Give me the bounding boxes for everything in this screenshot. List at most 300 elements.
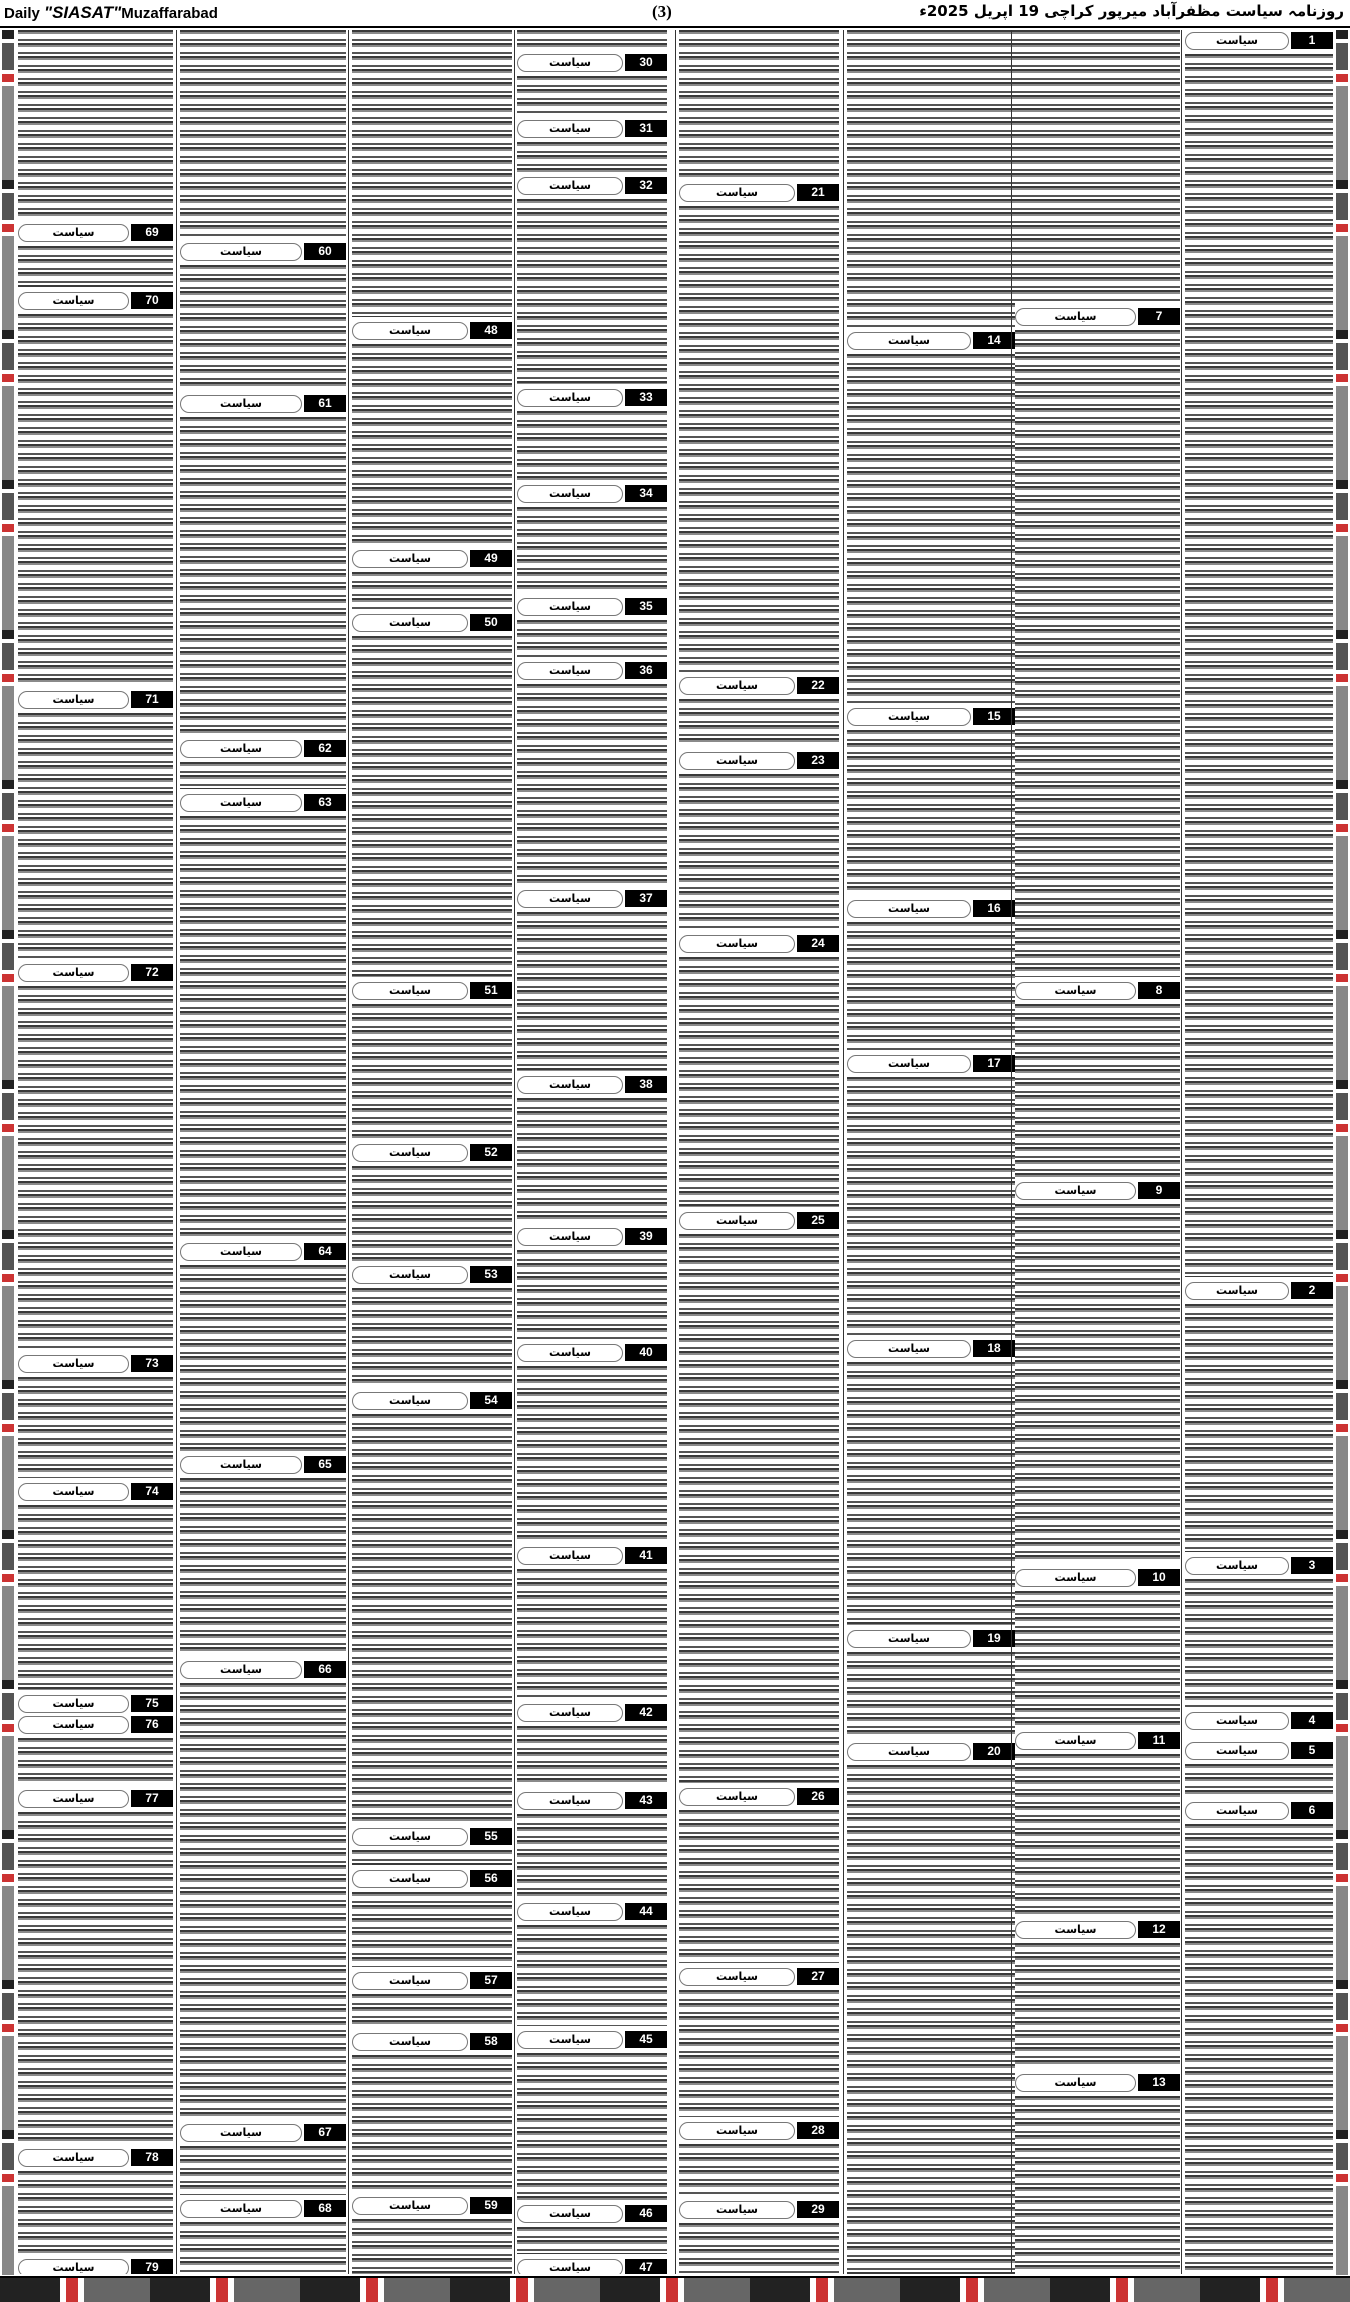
ad-number: 15 [973, 708, 1015, 725]
ad-text-block [352, 1414, 512, 1823]
ad-title-badge: سیاست [517, 485, 623, 503]
ad-text-block [679, 30, 839, 179]
ad-number: 27 [797, 1968, 839, 1985]
masthead-urdu: روزنامہ سیاست مظفرآباد میرپور کراچی 19 اپریل 2025ء [919, 2, 1344, 20]
ad-text-block [352, 344, 512, 545]
ad-text-block [180, 1683, 346, 2119]
ad-text-block [679, 1234, 839, 1783]
ad-header [1185, 30, 1333, 52]
ad-title-badge: سیاست [1185, 1802, 1289, 1820]
ad-header [1185, 1555, 1333, 1577]
ad-header [352, 1868, 512, 1890]
ad-title-badge: سیاست [1015, 1569, 1136, 1587]
ad-title-badge: سیاست [352, 2033, 468, 2051]
ad-text-block [18, 30, 173, 219]
column-rule [843, 30, 844, 2274]
ad-number: 22 [797, 677, 839, 694]
ad-title-badge: سیاست [18, 1695, 129, 1713]
ad-title-badge: سیاست [517, 1792, 623, 1810]
ad-title-badge: سیاست [517, 1076, 623, 1094]
ad-header [18, 962, 173, 984]
left-border-strip [2, 30, 14, 2275]
ad-title-badge: سیاست [517, 1903, 623, 1921]
ad-header [1015, 1730, 1180, 1752]
ad-title-badge: سیاست [517, 2031, 623, 2049]
ad-title-badge: سیاست [847, 332, 971, 350]
ad-number: 46 [625, 2205, 667, 2222]
news-column [679, 30, 839, 2274]
ad-text-block [679, 2144, 839, 2196]
ad-text-block [517, 1925, 667, 2026]
ad-title-badge: سیاست [352, 1828, 468, 1846]
ad-number: 39 [625, 1228, 667, 1245]
ad-text-block [1185, 1824, 1333, 2274]
ad-header [180, 241, 346, 263]
ad-number: 12 [1138, 1921, 1180, 1938]
ad-number: 37 [625, 890, 667, 907]
news-column [352, 30, 512, 2274]
ad-number: 71 [131, 691, 173, 708]
ad-header [517, 387, 667, 409]
ad-header [517, 1702, 667, 1724]
ad-header [517, 2203, 667, 2225]
ad-title-badge: سیاست [517, 177, 623, 195]
ad-header [679, 182, 839, 204]
ad-number: 72 [131, 964, 173, 981]
ad-text-block [18, 2171, 173, 2254]
ad-number: 3 [1291, 1557, 1333, 1574]
ad-text-block [180, 30, 346, 238]
ad-title-badge: سیاست [18, 1790, 129, 1808]
ad-header [352, 980, 512, 1002]
ad-title-badge: سیاست [18, 1483, 129, 1501]
ad-text-block [1015, 1591, 1180, 1727]
ad-title-badge: سیاست [352, 982, 468, 1000]
ad-number: 11 [1138, 1732, 1180, 1749]
ad-text-block [180, 1478, 346, 1656]
ad-header [352, 1970, 512, 1992]
ad-number: 50 [470, 614, 512, 631]
ad-header [1015, 980, 1180, 1002]
ad-number: 19 [973, 1630, 1015, 1647]
paper-label: Daily [4, 5, 40, 22]
page-number: (3) [652, 2, 672, 21]
ad-title-badge: سیاست [1185, 1282, 1289, 1300]
ad-number: 79 [131, 2259, 173, 2274]
ad-number: 5 [1291, 1742, 1333, 1759]
ad-title-badge: سیاست [180, 1661, 302, 1679]
ad-header [1185, 1710, 1333, 1732]
ad-header [352, 612, 512, 634]
ad-title-badge: سیاست [679, 184, 795, 202]
ad-title-badge: سیاست [180, 395, 302, 413]
ad-header [517, 1790, 667, 1812]
ad-title-badge: سیاست [679, 752, 795, 770]
ad-number: 70 [131, 292, 173, 309]
ad-number: 48 [470, 322, 512, 339]
ad-number: 44 [625, 1903, 667, 1920]
ad-number: 23 [797, 752, 839, 769]
ad-header [1015, 1567, 1180, 1589]
ad-text-block [180, 816, 346, 1238]
ad-text-block [1015, 330, 1180, 977]
ad-number: 74 [131, 1483, 173, 1500]
ad-text-block [180, 1265, 346, 1451]
ad-header [517, 660, 667, 682]
column-rule [1181, 30, 1182, 2274]
ad-text-block [180, 265, 346, 390]
ad-text-block [352, 2219, 512, 2274]
ad-text-block [847, 354, 1015, 703]
ad-title-badge: سیاست [517, 2259, 623, 2274]
news-column [517, 30, 667, 2274]
ad-title-badge: سیاست [352, 1972, 468, 1990]
ad-header [679, 750, 839, 772]
ad-header [517, 596, 667, 618]
ad-number: 65 [304, 1456, 346, 1473]
ad-text-block [352, 636, 512, 977]
ad-number: 18 [973, 1340, 1015, 1357]
ad-text-block [1185, 1304, 1333, 1552]
ad-text-block [517, 2227, 667, 2254]
ad-header [352, 548, 512, 570]
ad-number: 17 [973, 1055, 1015, 1072]
ad-number: 68 [304, 2200, 346, 2217]
ad-header [352, 2031, 512, 2053]
ad-header [18, 1714, 173, 1736]
ad-header [352, 1142, 512, 1164]
ad-title-badge: سیاست [517, 598, 623, 616]
ad-header [679, 2199, 839, 2221]
ad-header [352, 2195, 512, 2217]
ad-header [517, 1226, 667, 1248]
ad-title-badge: سیاست [180, 2200, 302, 2218]
ad-header [1015, 1919, 1180, 1941]
ad-header [847, 1628, 1015, 1650]
ad-text-block [679, 1990, 839, 2117]
ad-header [679, 2120, 839, 2142]
ad-number: 78 [131, 2149, 173, 2166]
ad-title-badge: سیاست [352, 2197, 468, 2215]
ad-title-badge: سیاست [1185, 1742, 1289, 1760]
ad-text-block [18, 1377, 173, 1478]
ad-number: 6 [1291, 1802, 1333, 1819]
ad-header [1185, 1280, 1333, 1302]
ad-text-block [847, 730, 1015, 895]
ad-number: 32 [625, 177, 667, 194]
ad-text-block [18, 1812, 173, 2144]
ad-text-block [352, 1850, 512, 1865]
ad-number: 61 [304, 395, 346, 412]
ad-title-badge: سیاست [352, 614, 468, 632]
ad-text-block [18, 986, 173, 1350]
ad-header [180, 1659, 346, 1681]
ad-number: 49 [470, 550, 512, 567]
ad-number: 47 [625, 2259, 667, 2274]
ad-header [180, 792, 346, 814]
ad-number: 8 [1138, 982, 1180, 999]
ad-text-block [679, 774, 839, 930]
column-rule [514, 30, 515, 2274]
ad-number: 43 [625, 1792, 667, 1809]
ad-text-block [180, 762, 346, 789]
ad-text-block [517, 76, 667, 115]
footer-strip [0, 2276, 1350, 2302]
ad-title-badge: سیاست [1015, 1921, 1136, 1939]
ad-text-block [1015, 1943, 1180, 2069]
ad-title-badge: سیاست [517, 120, 623, 138]
ad-text-block [352, 1004, 512, 1139]
ad-header [517, 2257, 667, 2274]
ad-header [18, 1788, 173, 1810]
ad-number: 63 [304, 794, 346, 811]
ad-title-badge: سیاست [1015, 982, 1136, 1000]
ad-text-block [847, 1765, 1015, 2274]
column-rule [1011, 30, 1012, 2274]
ad-text-block [679, 957, 839, 1207]
ad-title-badge: سیاست [679, 1212, 795, 1230]
ad-header [679, 1210, 839, 1232]
ad-header [18, 290, 173, 312]
ad-title-badge: سیاست [517, 1228, 623, 1246]
ad-header [847, 706, 1015, 728]
ad-text-block [517, 1569, 667, 1699]
ad-number: 7 [1138, 308, 1180, 325]
ad-number: 64 [304, 1243, 346, 1260]
ad-title-badge: سیاست [180, 740, 302, 758]
ad-title-badge: سیاست [180, 2124, 302, 2142]
ad-title-badge: سیاست [180, 1243, 302, 1261]
ad-title-badge: سیاست [679, 935, 795, 953]
ad-number: 52 [470, 1144, 512, 1161]
ad-header [18, 222, 173, 244]
ad-number: 9 [1138, 1182, 1180, 1199]
news-column [18, 30, 173, 2274]
ad-number: 16 [973, 900, 1015, 917]
ad-title-badge: سیاست [352, 1144, 468, 1162]
ad-title-badge: سیاست [517, 662, 623, 680]
ad-header [1185, 1800, 1333, 1822]
ad-header [517, 1342, 667, 1364]
ad-header [679, 933, 839, 955]
ad-text-block [679, 699, 839, 747]
ad-header [847, 1741, 1015, 1763]
ad-header [18, 1481, 173, 1503]
ad-text-block [352, 1892, 512, 1967]
ad-text-block [517, 199, 667, 384]
ad-text-block [517, 1366, 667, 1542]
ad-number: 69 [131, 224, 173, 241]
right-border-strip [1336, 30, 1348, 2275]
ad-text-block [352, 1288, 512, 1387]
ad-number: 25 [797, 1212, 839, 1229]
ad-header [180, 1454, 346, 1476]
ad-number: 77 [131, 1790, 173, 1807]
ad-header [517, 1074, 667, 1096]
paper-name: "SIASAT" [44, 3, 122, 22]
ad-header [679, 675, 839, 697]
ad-header [679, 1786, 839, 1808]
ad-title-badge: سیاست [679, 2201, 795, 2219]
column-rule [176, 30, 177, 2274]
ad-number: 41 [625, 1547, 667, 1564]
ad-text-block [180, 2222, 346, 2274]
ad-header [18, 1353, 173, 1375]
ad-title-badge: سیاست [1185, 32, 1289, 50]
ad-number: 53 [470, 1266, 512, 1283]
ad-text-block [1185, 1764, 1333, 1797]
ad-text-block [352, 30, 512, 317]
ad-text-block [517, 620, 667, 657]
ad-text-block [517, 684, 667, 885]
ad-text-block [18, 314, 173, 686]
ad-header [352, 1264, 512, 1286]
ad-number: 56 [470, 1870, 512, 1887]
ad-number: 28 [797, 2122, 839, 2139]
ad-title-badge: سیاست [517, 890, 623, 908]
ad-title-badge: سیاست [847, 900, 971, 918]
ad-text-block [517, 2053, 667, 2200]
ad-title-badge: سیاست [1015, 308, 1136, 326]
ad-number: 31 [625, 120, 667, 137]
ad-title-badge: سیاست [18, 292, 129, 310]
news-column [847, 30, 1015, 2274]
ad-text-block [18, 1738, 173, 1785]
ad-number: 66 [304, 1661, 346, 1678]
ad-number: 13 [1138, 2074, 1180, 2091]
ad-number: 45 [625, 2031, 667, 2048]
ad-title-badge: سیاست [517, 389, 623, 407]
ad-text-block [180, 417, 346, 735]
ad-title-badge: سیاست [679, 677, 795, 695]
ad-text-block [1015, 1204, 1180, 1564]
ad-title-badge: سیاست [847, 1630, 971, 1648]
ad-title-badge: سیاست [517, 54, 623, 72]
paper-city: Muzaffarabad [121, 5, 218, 22]
ad-title-badge: سیاست [847, 1743, 971, 1761]
ad-header [517, 175, 667, 197]
ad-title-badge: سیاست [352, 1266, 468, 1284]
ad-text-block [517, 912, 667, 1071]
ad-title-badge: سیاست [679, 1968, 795, 1986]
page-header [0, 0, 1350, 28]
ad-header [847, 1053, 1015, 1075]
ad-number: 4 [1291, 1712, 1333, 1729]
ad-header [1185, 1740, 1333, 1762]
ad-text-block [1015, 30, 1180, 303]
ad-text-block [1015, 1004, 1180, 1177]
ad-number: 24 [797, 935, 839, 952]
ad-header [180, 2198, 346, 2220]
column-rule [675, 30, 676, 2274]
paper-title [4, 3, 218, 23]
ad-number: 58 [470, 2033, 512, 2050]
ad-header [18, 1693, 173, 1715]
ad-header [18, 2257, 173, 2274]
ad-title-badge: سیاست [517, 1547, 623, 1565]
ad-text-block [679, 206, 839, 672]
ad-text-block [679, 1810, 839, 1963]
ad-text-block [1015, 2096, 1180, 2274]
ad-text-block [847, 1652, 1015, 1738]
ad-header [847, 1338, 1015, 1360]
ad-header [517, 888, 667, 910]
ad-title-badge: سیاست [517, 1344, 623, 1362]
ad-number: 38 [625, 1076, 667, 1093]
ad-number: 59 [470, 2197, 512, 2214]
ad-title-badge: سیاست [847, 1340, 971, 1358]
ad-title-badge: سیاست [180, 243, 302, 261]
ad-text-block [679, 2223, 839, 2274]
ad-title-badge: سیاست [18, 1355, 129, 1373]
ad-header [180, 738, 346, 760]
ad-header [1015, 1180, 1180, 1202]
ad-title-badge: سیاست [679, 2122, 795, 2140]
ad-title-badge: سیاست [18, 2149, 129, 2167]
ad-number: 73 [131, 1355, 173, 1372]
ad-number: 62 [304, 740, 346, 757]
ad-title-badge: سیاست [18, 224, 129, 242]
ad-text-block [847, 1077, 1015, 1335]
ad-title-badge: سیاست [352, 1870, 468, 1888]
ad-text-block [1015, 1754, 1180, 1916]
news-column [1185, 30, 1333, 2274]
ad-text-block [517, 411, 667, 480]
ad-text-block [18, 246, 173, 287]
ad-title-badge: سیاست [679, 1788, 795, 1806]
ad-title-badge: سیاست [18, 964, 129, 982]
ad-header [517, 118, 667, 140]
ad-number: 51 [470, 982, 512, 999]
ad-title-badge: سیاست [1185, 1712, 1289, 1730]
ad-number: 35 [625, 598, 667, 615]
ad-title-badge: سیاست [517, 1704, 623, 1722]
ad-header [517, 52, 667, 74]
ad-title-badge: سیاست [352, 1392, 468, 1410]
ad-title-badge: سیاست [18, 2259, 129, 2274]
ad-title-badge: سیاست [18, 691, 129, 709]
ad-header [352, 1390, 512, 1412]
ad-title-badge: سیاست [180, 794, 302, 812]
column-rule [348, 30, 349, 2274]
ad-header [1015, 306, 1180, 328]
ad-number: 26 [797, 1788, 839, 1805]
ad-title-badge: سیاست [1015, 1182, 1136, 1200]
ad-number: 21 [797, 184, 839, 201]
ad-number: 20 [973, 1743, 1015, 1760]
ad-header [352, 320, 512, 342]
ad-title-badge: سیاست [18, 1716, 129, 1734]
ad-text-block [847, 30, 1015, 327]
ad-title-badge: سیاست [847, 708, 971, 726]
ad-header [517, 1901, 667, 1923]
ad-header [517, 2029, 667, 2051]
ad-text-block [517, 142, 667, 172]
ad-text-block [517, 1814, 667, 1898]
ad-number: 33 [625, 389, 667, 406]
ad-title-badge: سیاست [180, 1456, 302, 1474]
ad-header [180, 2122, 346, 2144]
ad-number: 67 [304, 2124, 346, 2141]
ad-title-badge: سیاست [1015, 1732, 1136, 1750]
ad-number: 42 [625, 1704, 667, 1721]
ad-text-block [1185, 54, 1333, 1277]
ad-number: 10 [1138, 1569, 1180, 1586]
ad-header [517, 483, 667, 505]
ad-text-block [18, 713, 173, 959]
ad-number: 36 [625, 662, 667, 679]
ad-number: 1 [1291, 32, 1333, 49]
